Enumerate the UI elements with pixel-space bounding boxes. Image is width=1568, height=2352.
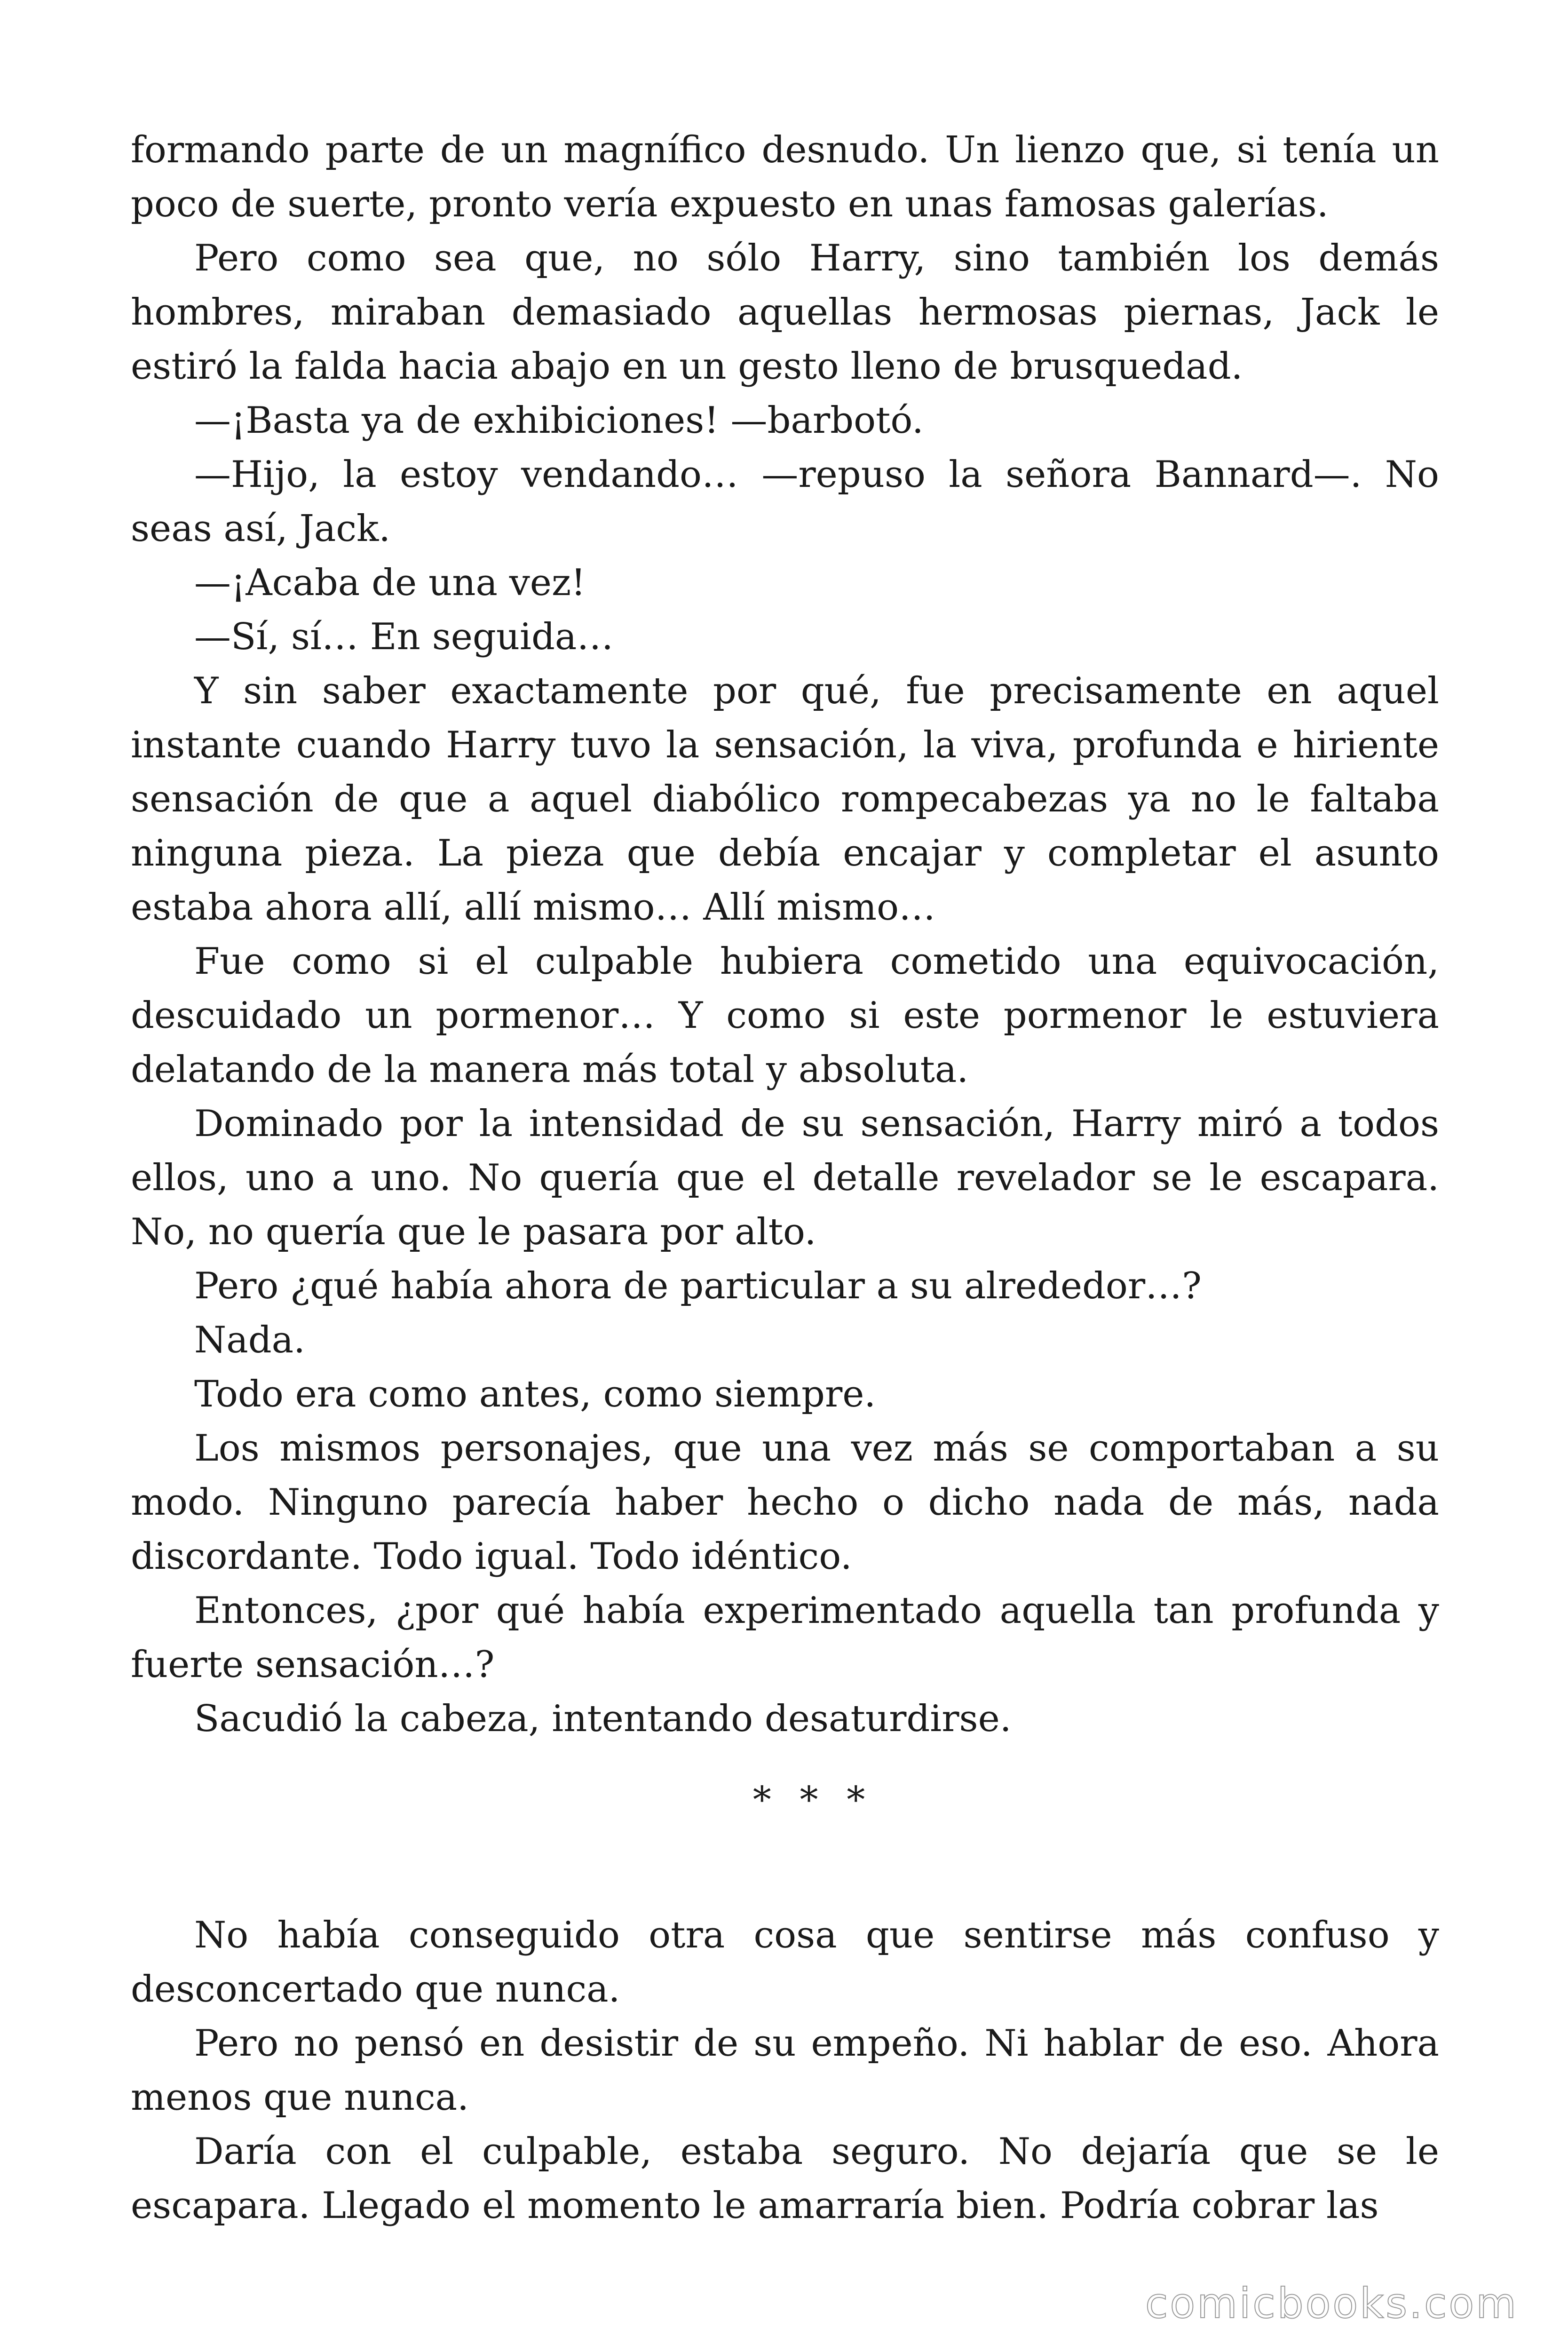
dialogue-line: —¡Basta ya de exhibiciones! —barbotó.	[194, 399, 924, 442]
paragraph: Pero ¿qué había ahora de particular a su alrededor…?	[194, 1265, 1202, 1307]
paragraph: Dominado por la intensidad de su sensación, Harry miró a todos ellos, uno a uno. No quería que el detalle revelador se le escapara. No, no quería que le pasara por alto.	[131, 1103, 1439, 1253]
paragraph: Pero como sea que, no sólo Harry, sino también los demás hombres, miraban demasiado aquellas hermosas piernas, Jack le estiró la falda hacia abajo en un gesto lleno de brusquedad.	[131, 237, 1439, 388]
paragraph: Y sin saber exactamente por qué, fue precisamente en aquel instante cuando Harry tuvo la sensación, la viva, profunda e hiriente sensación de que a aquel diabólico rompecabezas ya no le faltaba ninguna pieza. La pieza que debía encajar y completar el asunto estaba ahora allí, allí mismo… Allí mismo…	[131, 670, 1439, 929]
body-text	[131, 123, 1439, 2233]
paragraph: Sacudió la cabeza, intentando desaturdirse.	[194, 1698, 1012, 1740]
paragraph: Entonces, ¿por qué había experimentado aquella tan profunda y fuerte sensación…?	[131, 1589, 1439, 1686]
watermark: comicbooks.com	[1145, 2279, 1518, 2328]
dialogue-line: —¡Acaba de una vez!	[194, 562, 586, 604]
paragraph: No había conseguido otra cosa que sentirse más confuso y desconcertado que nunca.	[131, 1914, 1439, 2010]
paragraph: Fue como si el culpable hubiera cometido una equivocación, descuidado un pormenor… Y como si este pormenor le estuviera delatando de la manera más total y absoluta.	[131, 940, 1439, 1091]
paragraph: Los mismos personajes, que una vez más se comportaban a su modo. Ninguno parecía haber hecho o dicho nada de más, nada discordante. Todo igual. Todo idéntico.	[131, 1427, 1439, 1578]
dialogue-line: —Hijo, la estoy vendando… —repuso la señora Bannard—. No seas así, Jack.	[131, 453, 1439, 550]
paragraph: Nada.	[194, 1319, 305, 1361]
dialogue-line: —Sí, sí… En seguida…	[194, 616, 614, 658]
paragraph: Daría con el culpable, estaba seguro. No dejaría que se le escapara. Llegado el momento le amarraría bien. Podría cobrar las	[131, 2130, 1439, 2227]
paragraph: Pero no pensó en desistir de su empeño. Ni hablar de eso. Ahora menos que nunca.	[131, 2022, 1439, 2119]
paragraph: formando parte de un magnífico desnudo. Un lienzo que, si tenía un poco de suerte, pronto vería expuesto en unas famosas galerías.	[131, 129, 1439, 225]
paragraph: Todo era como antes, como siempre.	[194, 1373, 876, 1415]
section-separator: * * *	[752, 1779, 874, 1821]
